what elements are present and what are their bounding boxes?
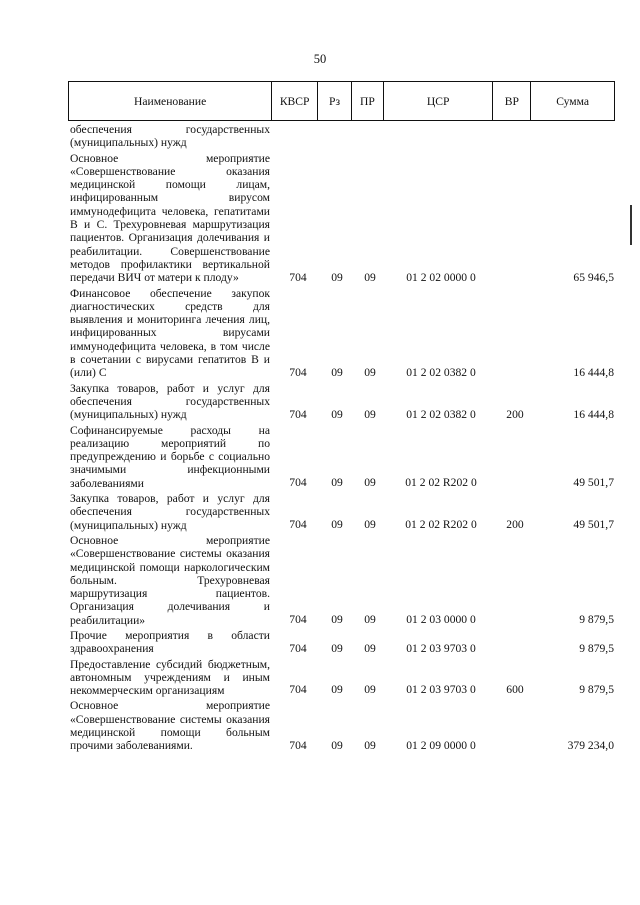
row-rz: 09 [331,683,343,697]
row-kvsr: 704 [289,641,307,655]
table-header [68,81,615,121]
row-csr: 01 2 09 0000 0 [406,738,476,752]
table-row [0,122,640,151]
header-sum: Сумма [556,94,590,108]
row-name: Финансовое обеспечение закупок диагностических средств для выявления и мониторинга лечения лиц, инфицированных вирусами иммунодефицита человека, в том числе в сочетании с вирусами гепатитов В и (или) С [70,286,270,380]
table-row [0,491,640,533]
row-rz: 09 [331,476,343,490]
row-kvsr: 704 [289,365,307,379]
row-csr: 01 2 02 R202 0 [405,476,477,490]
row-pr: 09 [364,641,376,655]
table-row [0,628,640,657]
row-sum: 9 879,5 [579,612,614,626]
row-pr [354,150,386,151]
row-csr: 01 2 02 0382 0 [406,407,476,421]
row-rz: 09 [331,738,343,752]
row-rz: 09 [331,517,343,531]
row-rz: 09 [331,407,343,421]
row-rz [320,150,354,151]
table-row [0,286,640,381]
row-vr [496,285,534,286]
table-row [0,381,640,423]
row-vr: 600 [506,683,524,697]
row-rz: 09 [331,365,343,379]
row-csr: 01 2 03 9703 0 [406,683,476,697]
row-pr: 09 [364,476,376,490]
header-name: Наименование [69,82,272,120]
row-csr: 01 2 03 9703 0 [406,641,476,655]
row-sum: 65 946,5 [573,270,614,284]
row-vr [496,380,534,381]
row-vr [496,627,534,628]
row-vr [496,656,534,657]
row-pr: 09 [364,738,376,752]
row-sum: 9 879,5 [579,683,614,697]
table-row [0,698,640,753]
row-sum: 9 879,5 [579,641,614,655]
page-number: 50 [313,52,327,66]
row-sum: 16 444,8 [573,407,614,421]
row-kvsr: 704 [289,738,307,752]
scan-edge-mark [630,205,632,245]
row-kvsr: 704 [289,476,307,490]
header-rz: Рз [318,82,352,120]
row-vr [496,150,534,151]
row-rz: 09 [331,641,343,655]
row-vr: 200 [506,517,524,531]
row-name: Прочие мероприятия в области здравоохранения [70,628,270,656]
row-csr [386,150,496,151]
row-pr: 09 [364,683,376,697]
row-csr: 01 2 02 0000 0 [406,270,476,284]
table-row [0,423,640,491]
row-name: Закупка товаров, работ и услуг для обеспечения государственных (муниципальных) нужд [70,381,270,422]
table-row [0,151,640,286]
row-vr [496,490,534,491]
row-kvsr: 704 [289,683,307,697]
row-csr: 01 2 03 0000 0 [406,612,476,626]
row-name: обеспечения государственных (муниципальных) нужд [70,123,270,150]
header-pr: ПР [352,82,384,120]
row-vr: 200 [506,407,524,421]
row-pr: 09 [364,270,376,284]
row-name: Основное мероприятие «Совершенствование оказания медицинской помощи лицам, инфицированным вирусом иммунодефицита человека, гепатитами В и С. Трехуровневая маршрутизация пациентов. Организация долечивания и реабилитации. Совершенствование методов профилактики вертикальной передачи ВИЧ от матери к плоду» [70,151,270,285]
row-pr: 09 [364,365,376,379]
table-row [0,657,640,699]
header-csr: ЦСР [384,82,494,120]
table-body [0,122,640,754]
row-name: Предоставление субсидий бюджетным, автономным учреждениям и иным некоммерческим организациям [70,657,270,698]
row-pr: 09 [364,517,376,531]
row-csr: 01 2 02 0382 0 [406,365,476,379]
table-row [0,533,640,628]
row-sum: 16 444,8 [573,365,614,379]
row-sum: 379 234,0 [567,738,614,752]
row-kvsr: 704 [289,407,307,421]
row-kvsr: 704 [289,517,307,531]
row-kvsr: 704 [289,270,307,284]
row-sum [534,150,614,151]
row-sum: 49 501,7 [573,517,614,531]
row-sum: 49 501,7 [573,476,614,490]
row-name: Софинансируемые расходы на реализацию мероприятий по предупреждению и борьбе с социально значимыми инфекционными заболеваниями [70,423,270,490]
row-rz: 09 [331,612,343,626]
row-rz: 09 [331,270,343,284]
header-kvsr: КВСР [272,82,318,120]
row-kvsr: 704 [289,612,307,626]
row-name: Закупка товаров, работ и услуг для обеспечения государственных (муниципальных) нужд [70,492,270,532]
row-csr: 01 2 02 R202 0 [405,517,477,531]
row-name: Основное мероприятие «Совершенствование системы оказания медицинской помощи наркологическим больным. Трехуровневая маршрутизация пациентов. Организация долечивания и реабилитации» [70,533,270,627]
row-kvsr [276,150,320,151]
row-name: Основное мероприятие «Совершенствование системы оказания медицинской помощи больным прочими заболеваниями. [70,699,270,753]
row-pr: 09 [364,407,376,421]
header-vr: ВР [493,82,531,120]
row-pr: 09 [364,612,376,626]
row-vr [496,753,534,754]
